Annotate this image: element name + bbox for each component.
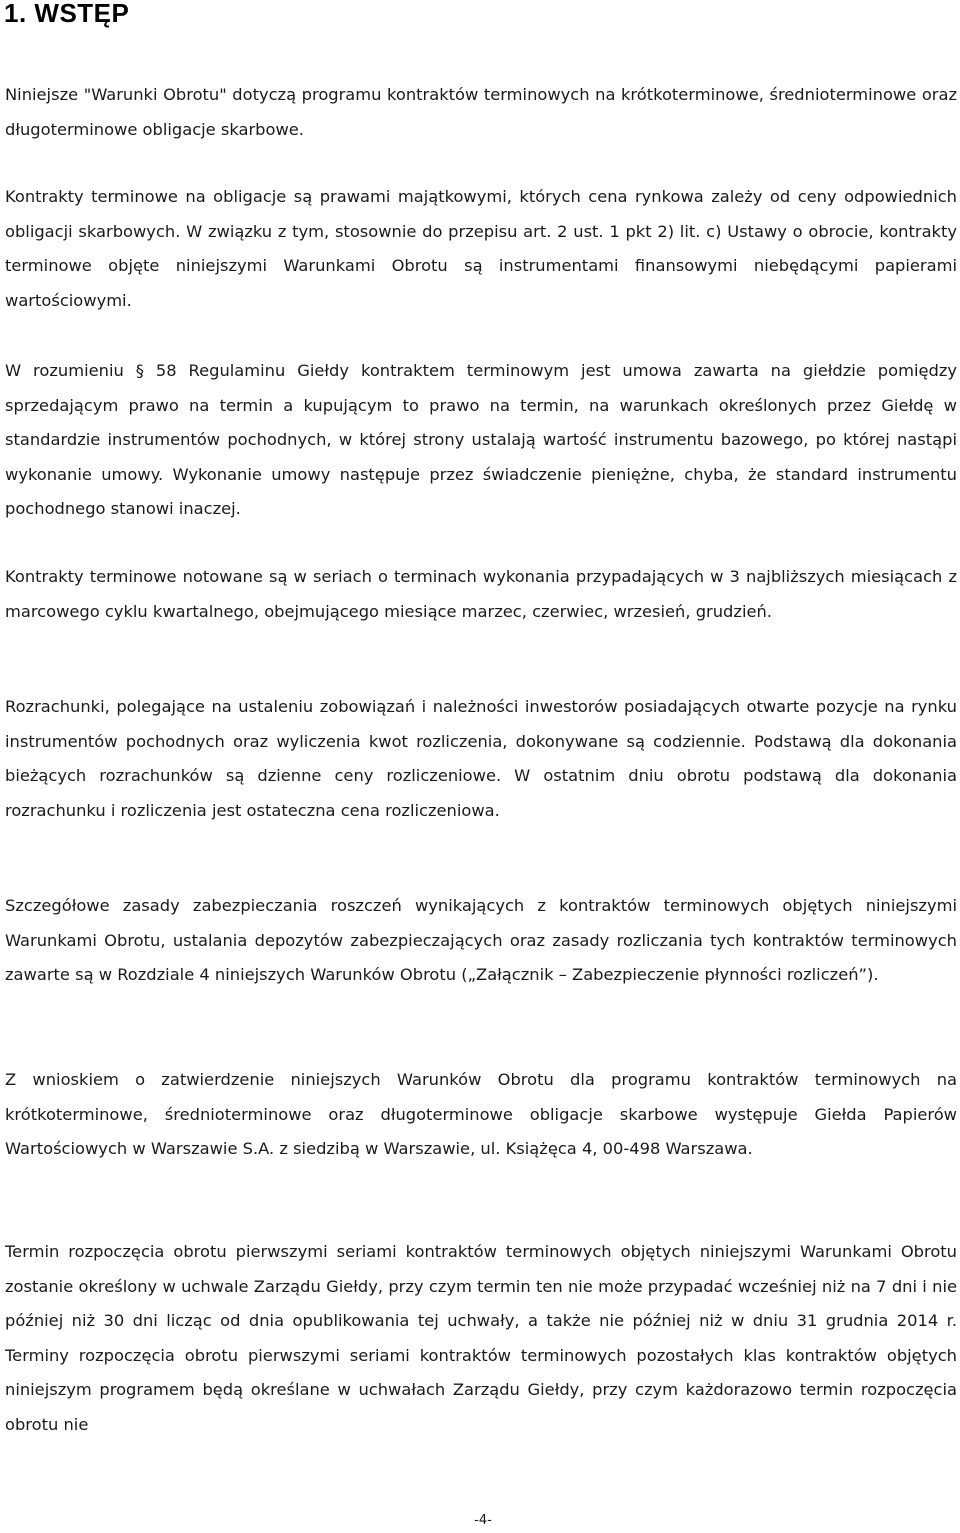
page-number: -4- [474,1513,492,1528]
paragraph-trading-start: Termin rozpoczęcia obrotu pierwszymi seriami kontraktów terminowych objętych niniejszymi Warunkami Obrotu zostanie określony w uchwale Zarządu Giełdy, przy czym termin ten nie może przypadać wcześniej niż na 7 dni i nie później niż 30 dni licząc od dnia opublikowania tej uchwały, a także nie później niż w dniu 31 grudnia 2014 r. Terminy rozpoczęcia obrotu pierwszymi seriami kontraktów terminowych pozostałych klas kontraktów objętych niniejszym programem będą określane w uchwałach Zarządu Giełdy, przy czym każdorazowo termin rozpoczęcia obrotu nie [5,1242,957,1434]
paragraph-definition: W rozumieniu § 58 Regulaminu Giełdy kontraktem terminowym jest umowa zawarta na giełdzie pomiędzy sprzedającym prawo na termin a kupującym to prawo na termin, na warunkach określonych przez Giełdę w standardzie instrumentów pochodnych, w której strony ustalają wartość instrumentu bazowego, po której nastąpi wykonanie umowy. Wykonanie umowy następuje przez świadczenie pieniężne, chyba, że standard instrumentu pochodnego stanowi inaczej. [5,361,957,518]
paragraph-series: Kontrakty terminowe notowane są w seriach o terminach wykonania przypadających w 3 najbliższych miesiącach z marcowego cyklu kwartalnego, obejmującego miesiące marzec, czerwiec, wrzesień, grudzień. [5,567,957,621]
paragraph-applicant: Z wnioskiem o zatwierdzenie niniejszych Warunków Obrotu dla programu kontraktów terminowych na krótkoterminowe, średnioterminowe oraz długoterminowe obligacje skarbowe występuje Giełda Papierów Wartościowych w Warszawie S.A. z siedzibą w Warszawie, ul. Książęca 4, 00-498 Warszawa. [5,1070,957,1158]
paragraph-intro: Niniejsze "Warunki Obrotu" dotyczą programu kontraktów terminowych na krótkoterminowe, średnioterminowe oraz długoterminowe obligacje skarbowe. [5,85,957,139]
section-heading: 1. WSTĘP [4,0,130,28]
paragraph-collateral: Szczegółowe zasady zabezpieczania roszczeń wynikających z kontraktów terminowych objętych niniejszymi Warunkami Obrotu, ustalania depozytów zabezpieczających oraz zasady rozliczania tych kontraktów terminowych zawarte są w Rozdziale 4 niniejszych Warunków Obrotu („Załącznik – Zabezpieczenie płynności rozliczeń”). [5,896,957,984]
paragraph-settlement: Rozrachunki, polegające na ustaleniu zobowiązań i należności inwestorów posiadających otwarte pozycje na rynku instrumentów pochodnych oraz wyliczenia kwot rozliczenia, dokonywane są codziennie. Podstawą dla dokonania bieżących rozrachunków są dzienne ceny rozliczeniowe. W ostatnim dniu obrotu podstawą dla dokonania rozrachunku i rozliczenia jest ostateczna cena rozliczeniowa. [5,697,957,820]
paragraph-legal-basis: Kontrakty terminowe na obligacje są prawami majątkowymi, których cena rynkowa zależy od ceny odpowiednich obligacji skarbowych. W związku z tym, stosownie do przepisu art. 2 ust. 1 pkt 2) lit. c) Ustawy o obrocie, kontrakty terminowe objęte niniejszymi Warunkami Obrotu są instrumentami finansowymi niebędącymi papierami wartościowymi. [5,187,957,310]
